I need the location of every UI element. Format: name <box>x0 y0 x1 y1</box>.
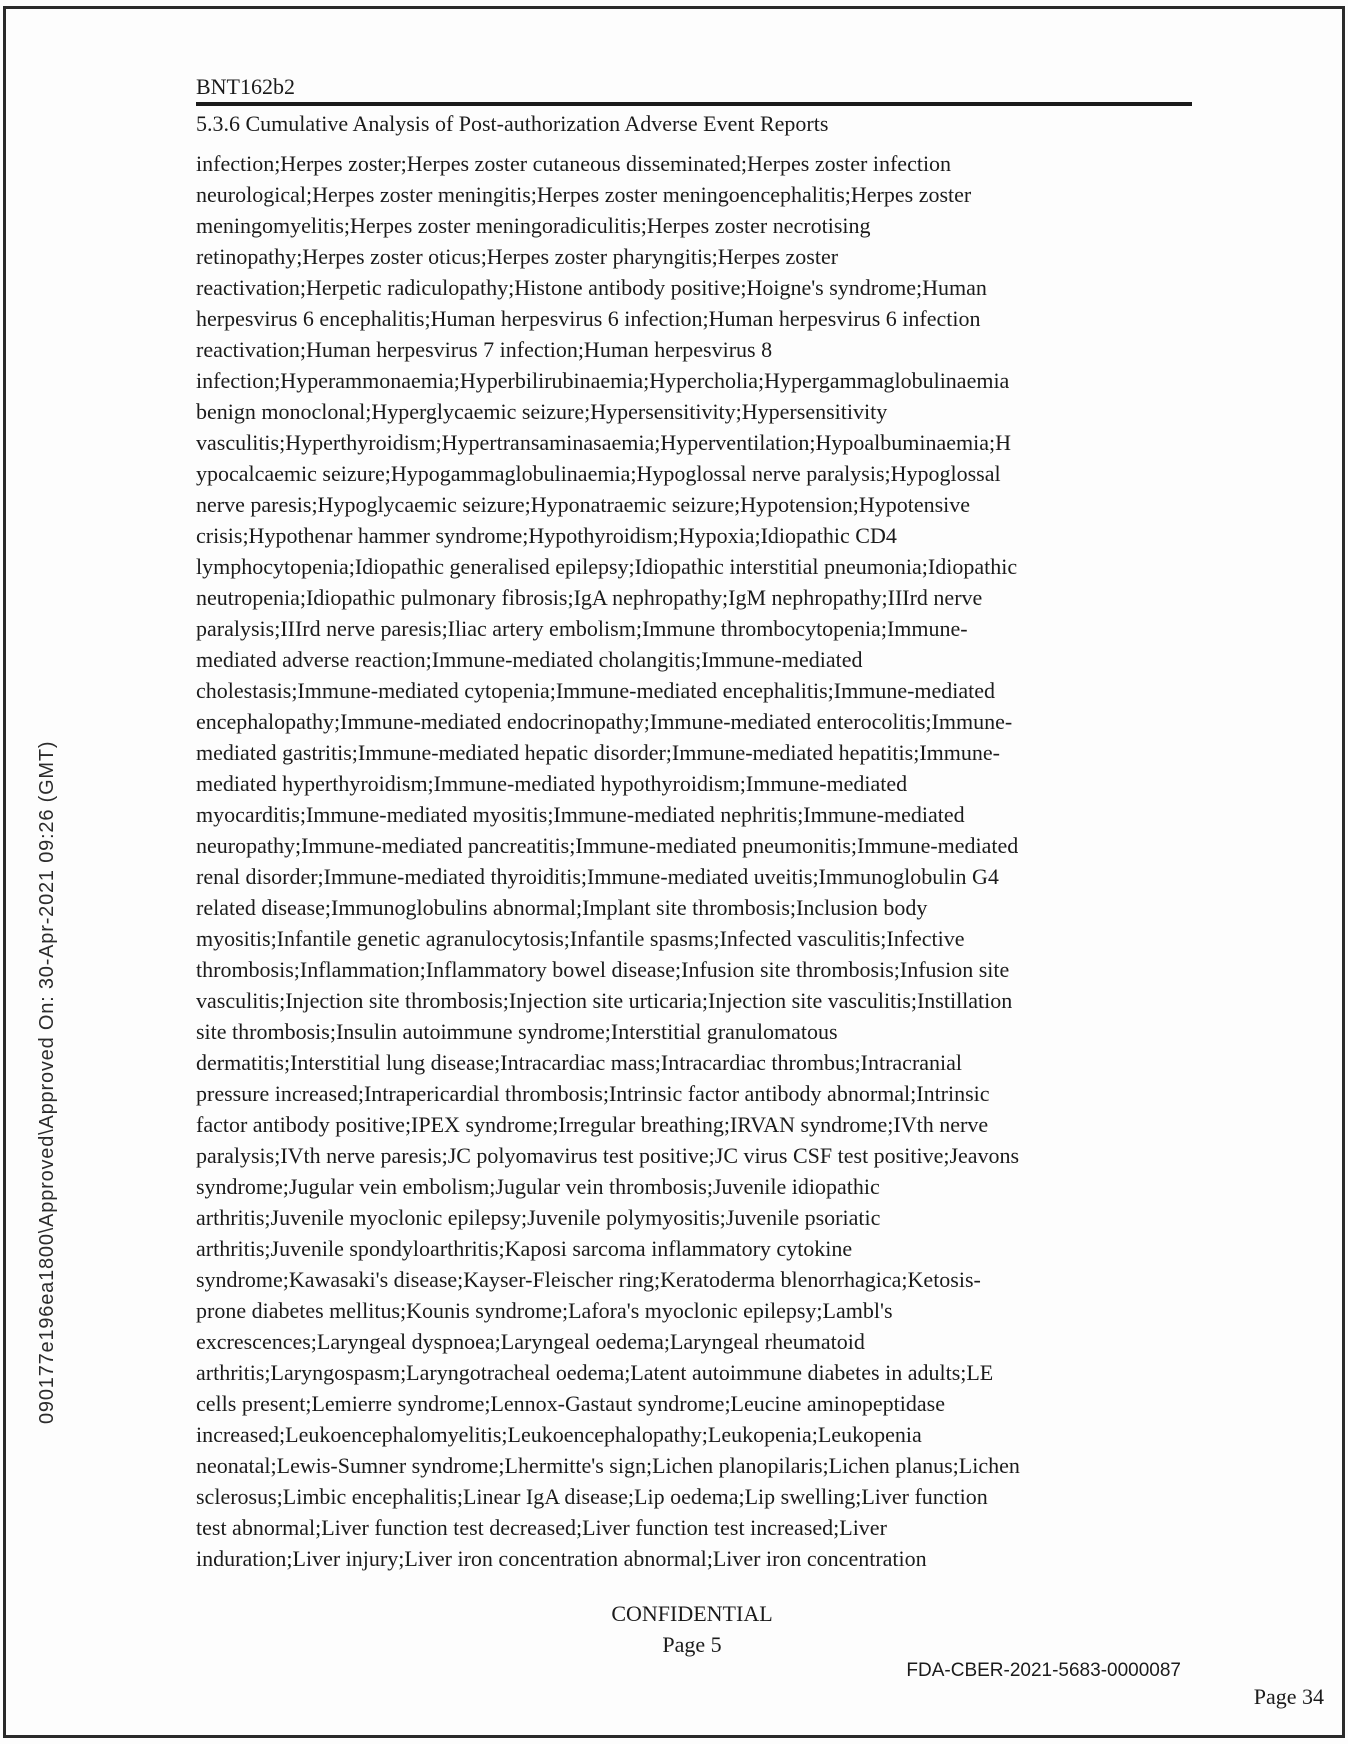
footer-center-block <box>196 1598 1188 1660</box>
body-text-line: dermatitis;Interstitial lung disease;Intracardiac mass;Intracardiac thrombus;Intracranial <box>196 1050 963 1075</box>
body-text-line: factor antibody positive;IPEX syndrome;Irregular breathing;IRVAN syndrome;IVth nerve <box>196 1112 989 1137</box>
body-text-line: induration;Liver injury;Liver iron concentration abnormal;Liver iron concentration <box>196 1546 927 1571</box>
body-text-line: related disease;Immunoglobulins abnormal;Implant site thrombosis;Inclusion body <box>196 895 928 920</box>
body-text-line: infection;Herpes zoster;Herpes zoster cutaneous disseminated;Herpes zoster infection <box>196 151 952 176</box>
body-text-line: neurological;Herpes zoster meningitis;Herpes zoster meningoencephalitis;Herpes zoster <box>196 182 972 207</box>
body-text-line: prone diabetes mellitus;Kounis syndrome;Lafora's myoclonic epilepsy;Lambl's <box>196 1298 893 1323</box>
body-text-line: arthritis;Juvenile myoclonic epilepsy;Juvenile polymyositis;Juvenile psoriatic <box>196 1205 881 1230</box>
body-text-line: arthritis;Laryngospasm;Laryngotracheal oedema;Latent autoimmune diabetes in adults;LE <box>196 1360 994 1385</box>
body-text-line: paralysis;IVth nerve paresis;JC polyomavirus test positive;JC virus CSF test positive;Jeavons <box>196 1143 1020 1168</box>
body-text-line: encephalopathy;Immune-mediated endocrinopathy;Immune-mediated enterocolitis;Immune- <box>196 709 1013 734</box>
body-text-line: nerve paresis;Hypoglycaemic seizure;Hyponatraemic seizure;Hypotension;Hypotensive <box>196 492 971 517</box>
adverse-event-term-list <box>196 148 1096 1574</box>
body-text-line: thrombosis;Inflammation;Inflammatory bowel disease;Infusion site thrombosis;Infusion site <box>196 957 1010 982</box>
body-text-line: neutropenia;Idiopathic pulmonary fibrosis;IgA nephropathy;IgM nephropathy;IIIrd nerve <box>196 585 983 610</box>
body-text-line: lymphocytopenia;Idiopathic generalised epilepsy;Idiopathic interstitial pneumonia;Idiopathic <box>196 554 1018 579</box>
body-text-line: cholestasis;Immune-mediated cytopenia;Immune-mediated encephalitis;Immune-mediated <box>196 678 996 703</box>
body-text-line: meningomyelitis;Herpes zoster meningoradiculitis;Herpes zoster necrotising <box>196 213 871 238</box>
body-text-line: excrescences;Laryngeal dyspnoea;Laryngeal oedema;Laryngeal rheumatoid <box>196 1329 865 1354</box>
document-id-header: BNT162b2 <box>196 74 295 99</box>
body-text-line: myocarditis;Immune-mediated myositis;Immune-mediated nephritis;Immune-mediated <box>196 802 965 827</box>
body-text-line: neonatal;Lewis-Sumner syndrome;Lhermitte's sign;Lichen planopilaris;Lichen planus;Lichen <box>196 1453 1020 1478</box>
body-text-line: benign monoclonal;Hyperglycaemic seizure;Hypersensitivity;Hypersensitivity <box>196 399 888 424</box>
confidential-label: CONFIDENTIAL <box>611 1601 773 1626</box>
body-text-line: renal disorder;Immune-mediated thyroiditis;Immune-mediated uveitis;Immunoglobulin G4 <box>196 864 999 889</box>
body-text-line: site thrombosis;Insulin autoimmune syndrome;Interstitial granulomatous <box>196 1019 838 1044</box>
body-text-line: paralysis;IIIrd nerve paresis;Iliac artery embolism;Immune thrombocytopenia;Immune- <box>196 616 968 641</box>
body-text-line: increased;Leukoencephalomyelitis;Leukoencephalopathy;Leukopenia;Leukopenia <box>196 1422 922 1447</box>
fda-reference-number: FDA-CBER-2021-5683-0000087 <box>906 1660 1181 1681</box>
body-text-line: test abnormal;Liver function test decreased;Liver function test increased;Liver <box>196 1515 887 1540</box>
body-text-line: myositis;Infantile genetic agranulocytosis;Infantile spasms;Infected vasculitis;Infective <box>196 926 965 951</box>
body-text-line: vasculitis;Hyperthyroidism;Hypertransaminasaemia;Hyperventilation;Hypoalbuminaemia;H <box>196 430 1012 455</box>
body-text-line: ypocalcaemic seizure;Hypogammaglobulinaemia;Hypoglossal nerve paralysis;Hypoglossal <box>196 461 1001 486</box>
body-text-line: herpesvirus 6 encephalitis;Human herpesvirus 6 infection;Human herpesvirus 6 infection <box>196 306 981 331</box>
body-text-line: sclerosus;Limbic encephalitis;Linear IgA disease;Lip oedema;Lip swelling;Liver function <box>196 1484 988 1509</box>
body-text-line: infection;Hyperammonaemia;Hyperbilirubinaemia;Hypercholia;Hypergammaglobulinaemia <box>196 368 1010 393</box>
body-text-line: neuropathy;Immune-mediated pancreatitis;Immune-mediated pneumonitis;Immune-mediated <box>196 833 1019 858</box>
body-text-line: mediated gastritis;Immune-mediated hepatic disorder;Immune-mediated hepatitis;Immune- <box>196 740 1000 765</box>
header-rule <box>196 102 1192 106</box>
body-text-line: cells present;Lemierre syndrome;Lennox-Gastaut syndrome;Leucine aminopeptidase <box>196 1391 945 1416</box>
outer-page-number: Page 34 <box>1253 1684 1324 1709</box>
section-title: 5.3.6 Cumulative Analysis of Post-authorization Adverse Event Reports <box>196 111 829 136</box>
body-text-line: arthritis;Juvenile spondyloarthritis;Kaposi sarcoma inflammatory cytokine <box>196 1236 853 1261</box>
body-text-line: syndrome;Jugular vein embolism;Jugular vein thrombosis;Juvenile idiopathic <box>196 1174 880 1199</box>
body-text-line: crisis;Hypothenar hammer syndrome;Hypothyroidism;Hypoxia;Idiopathic CD4 <box>196 523 897 548</box>
body-text-line: mediated hyperthyroidism;Immune-mediated hypothyroidism;Immune-mediated <box>196 771 908 796</box>
approval-watermark-vertical-text: 090177e196ea1800\Approved\Approved On: 30-Apr-2021 09:26 (GMT) <box>36 740 58 1424</box>
body-text-line: retinopathy;Herpes zoster oticus;Herpes zoster pharyngitis;Herpes zoster <box>196 244 839 269</box>
inner-page-number: Page 5 <box>662 1632 722 1657</box>
body-text-line: pressure increased;Intrapericardial thrombosis;Intrinsic factor antibody abnormal;Intrinsic <box>196 1081 990 1106</box>
body-text-line: syndrome;Kawasaki's disease;Kayser-Fleischer ring;Keratoderma blenorrhagica;Ketosis- <box>196 1267 981 1292</box>
body-text-line: reactivation;Human herpesvirus 7 infection;Human herpesvirus 8 <box>196 337 773 362</box>
body-text-line: vasculitis;Injection site thrombosis;Injection site urticaria;Injection site vasculitis;Instillation <box>196 988 1013 1013</box>
body-text-line: reactivation;Herpetic radiculopathy;Histone antibody positive;Hoigne's syndrome;Human <box>196 275 987 300</box>
body-text-line: mediated adverse reaction;Immune-mediated cholangitis;Immune-mediated <box>196 647 863 672</box>
